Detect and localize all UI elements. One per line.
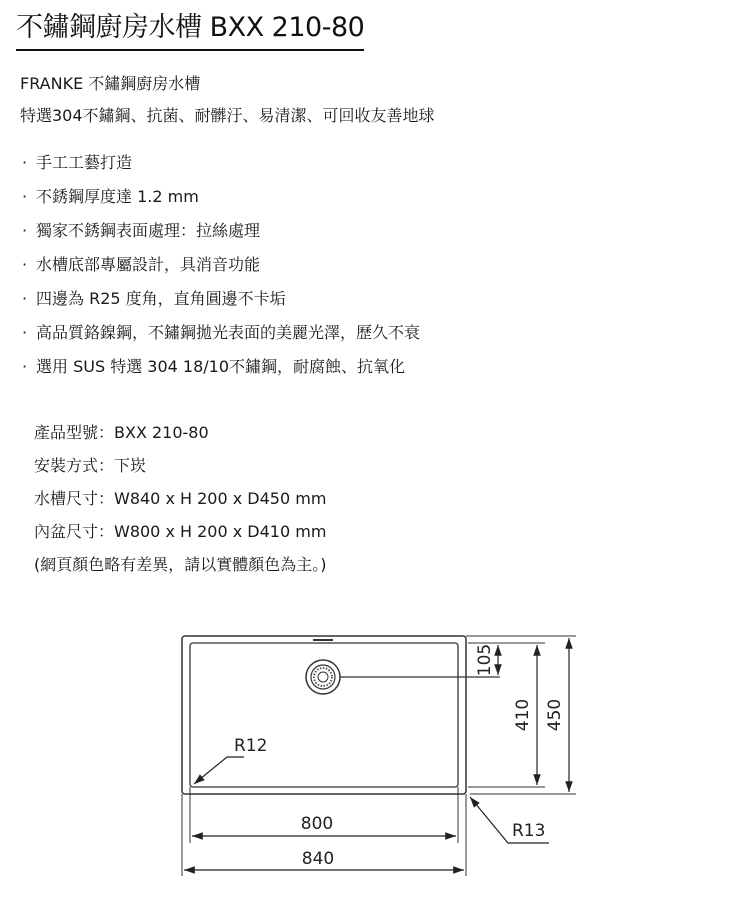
radius-inner-label: R12 <box>234 736 268 756</box>
bullet: · <box>22 187 28 206</box>
bullet: · <box>22 153 28 172</box>
bullet: · <box>22 289 28 308</box>
page-title: 不鏽鋼廚房水槽 BXX 210-80 <box>16 8 364 51</box>
dim-inner-depth: 410 <box>513 698 533 732</box>
bullet: · <box>22 357 28 376</box>
feature-item: · 獨家不銹鋼表面處理：拉絲處理 <box>22 214 420 248</box>
bullet: · <box>22 255 28 274</box>
dim-drain-offset: 105 <box>475 643 495 677</box>
feature-item: · 選用 SUS 特選 304 18/10不鏽鋼，耐腐蝕、抗氧化 <box>22 350 420 384</box>
intro-material-line: 特選304不鏽鋼、抗菌、耐髒汙、易清潔、可回收友善地球 <box>20 106 435 125</box>
feature-item: · 水槽底部專屬設計，具消音功能 <box>22 248 420 282</box>
feature-item: · 手工工藝打造 <box>22 146 420 180</box>
drain-icon <box>306 660 340 694</box>
feature-item: · 高品質鉻鎳鋼，不鏽鋼拋光表面的美麗光澤，歷久不衰 <box>22 316 420 350</box>
dim-inner-width: 800 <box>300 814 334 834</box>
dim-outer-width: 840 <box>301 849 335 869</box>
spec-model: 產品型號：BXX 210-80 <box>34 423 209 442</box>
bullet: · <box>22 221 28 240</box>
feature-item: · 不銹鋼厚度達 1.2 mm <box>22 180 420 214</box>
bullet: · <box>22 323 28 342</box>
dim-outer-depth: 450 <box>545 698 565 732</box>
spec-sink-size: 水槽尺寸：W840 x H 200 x D450 mm <box>34 489 327 508</box>
spec-note: (網頁顏色略有差異，請以實體顏色為主。) <box>34 555 327 574</box>
feature-item: · 四邊為 R25 度角，直角圓邊不卡垢 <box>22 282 420 316</box>
radius-outer-label: R13 <box>512 821 546 841</box>
intro-brand-line: FRANKE 不鏽鋼廚房水槽 <box>20 74 201 93</box>
spec-install: 安裝方式：下崁 <box>34 456 147 475</box>
spec-bowl-size: 內盆尺寸：W800 x H 200 x D410 mm <box>34 522 327 541</box>
